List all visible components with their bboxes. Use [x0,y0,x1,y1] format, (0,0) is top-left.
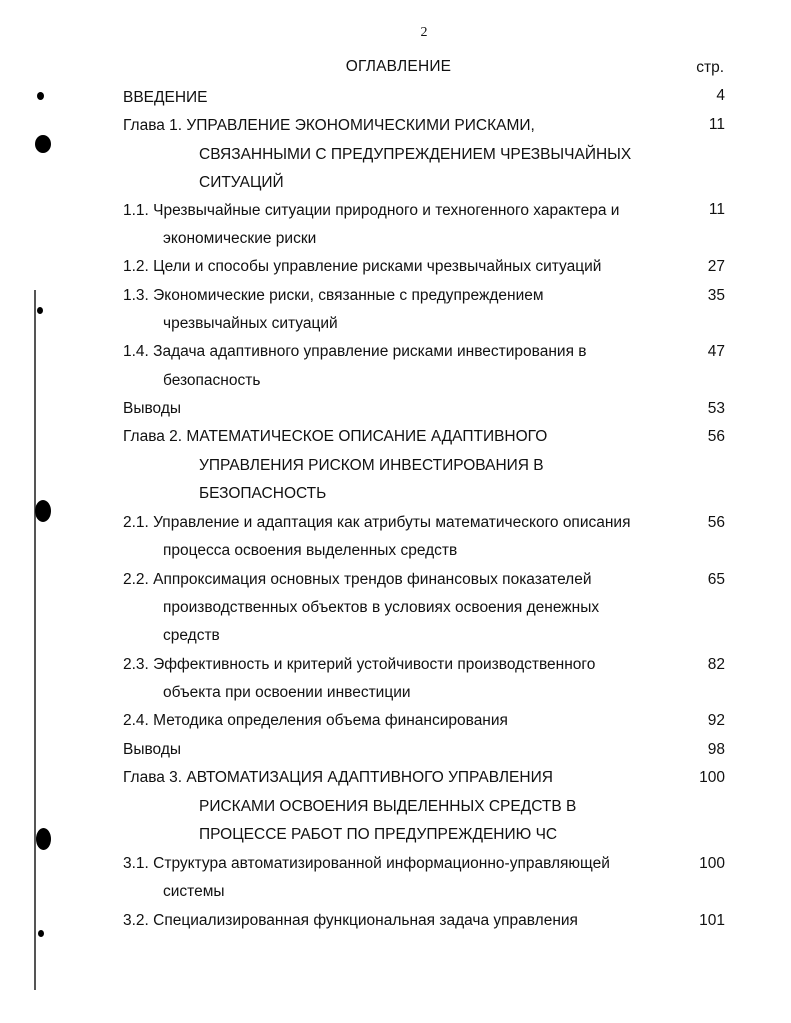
toc-entry-line: средств [163,627,220,644]
chapter-heading: РИСКАМИ ОСВОЕНИЯ ВЫДЕЛЕННЫХ СРЕДСТВ В [199,798,577,815]
toc-entry-line: системы [163,883,225,900]
toc-entry-line: объекта при освоении инвестиции [163,684,411,701]
toc-entry-page: 4 [716,87,725,104]
toc-entry-line: 1.3. Экономические риски, связанные с предупреждением [123,287,544,304]
toc-entry-line: чрезвычайных ситуаций [163,315,338,332]
toc-entry-line: 2.1. Управление и адаптация как атрибуты математического описания [123,514,631,531]
toc-entry-line: экономические риски [163,230,317,247]
toc-title: ОГЛАВЛЕНИЕ [345,58,452,75]
page-column-label: стр. [696,59,724,76]
chapter-heading: УПРАВЛЕНИЯ РИСКОМ ИНВЕСТИРОВАНИЯ В [199,457,544,474]
toc-entry-page: 98 [707,741,725,758]
toc-entry-page: 56 [707,514,725,531]
toc-entry-page: 11 [708,116,725,133]
chapter-heading: Глава 2. МАТЕМАТИЧЕСКОЕ ОПИСАНИЕ АДАПТИВНОГО [123,428,548,445]
toc-entry-page: 27 [707,258,725,275]
chapter-heading: СИТУАЦИЙ [199,174,284,191]
toc-entry-page: 100 [699,769,725,786]
toc-entry-line: 2.2. Аппроксимация основных трендов финансовых показателей [123,571,592,588]
toc-entry-page: 65 [707,571,725,588]
toc-entry-page: 101 [699,912,725,929]
scan-spot-artifact [35,500,51,522]
page-number: 2 [420,25,428,40]
toc-entry-page: 92 [707,712,725,729]
toc-entry-line: 1.4. Задача адаптивного управление рисками инвестирования в [123,343,587,360]
scan-edge-artifact [34,290,36,990]
toc-entry-line: 2.4. Методика определения объема финансирования [123,712,508,729]
chapter-heading: Глава 3. АВТОМАТИЗАЦИЯ АДАПТИВНОГО УПРАВЛЕНИЯ [123,769,553,786]
toc-entry-page: 53 [707,400,725,417]
chapter-heading: СВЯЗАННЫМИ С ПРЕДУПРЕЖДЕНИЕМ ЧРЕЗВЫЧАЙНЫХ [199,146,632,163]
toc-entry-page: 35 [707,287,725,304]
toc-entry-line: 1.1. Чрезвычайные ситуации природного и техногенного характера и [123,202,620,219]
toc-entry-line: Выводы [123,741,182,758]
toc-entry-line: 2.3. Эффективность и критерий устойчивости производственного [123,656,596,673]
scan-spot-artifact [37,92,44,100]
toc-entry-line: ВВЕДЕНИЕ [123,89,208,106]
toc-entry-line: безопасность [163,372,261,389]
toc-entry-line: 3.2. Специализированная функциональная задача управления [123,912,578,929]
toc-entry-line: производственных объектов в условиях освоения денежных [163,599,600,616]
chapter-heading: Глава 1. УПРАВЛЕНИЕ ЭКОНОМИЧЕСКИМИ РИСКАМИ, [123,117,535,134]
scan-spot-artifact [36,828,51,850]
toc-entry-page: 82 [707,656,725,673]
toc-entry-line: Выводы [123,400,182,417]
toc-entry-page: 100 [699,855,725,872]
toc-entry-line: 3.1. Структура автоматизированной информационно-управляющей [123,855,610,872]
toc-entry-page: 47 [707,343,725,360]
toc-entry-line: 1.2. Цели и способы управление рисками чрезвычайных ситуаций [123,258,602,275]
scan-spot-artifact [35,135,51,153]
scan-spot-artifact [37,307,43,314]
toc-entry-line: процесса освоения выделенных средств [163,542,458,559]
toc-entry-page: 56 [707,428,725,445]
chapter-heading: БЕЗОПАСНОСТЬ [199,485,327,502]
toc-entry-page: 11 [708,201,725,218]
scan-spot-artifact [38,930,44,937]
chapter-heading: ПРОЦЕССЕ РАБОТ ПО ПРЕДУПРЕЖДЕНИЮ ЧС [199,826,558,843]
